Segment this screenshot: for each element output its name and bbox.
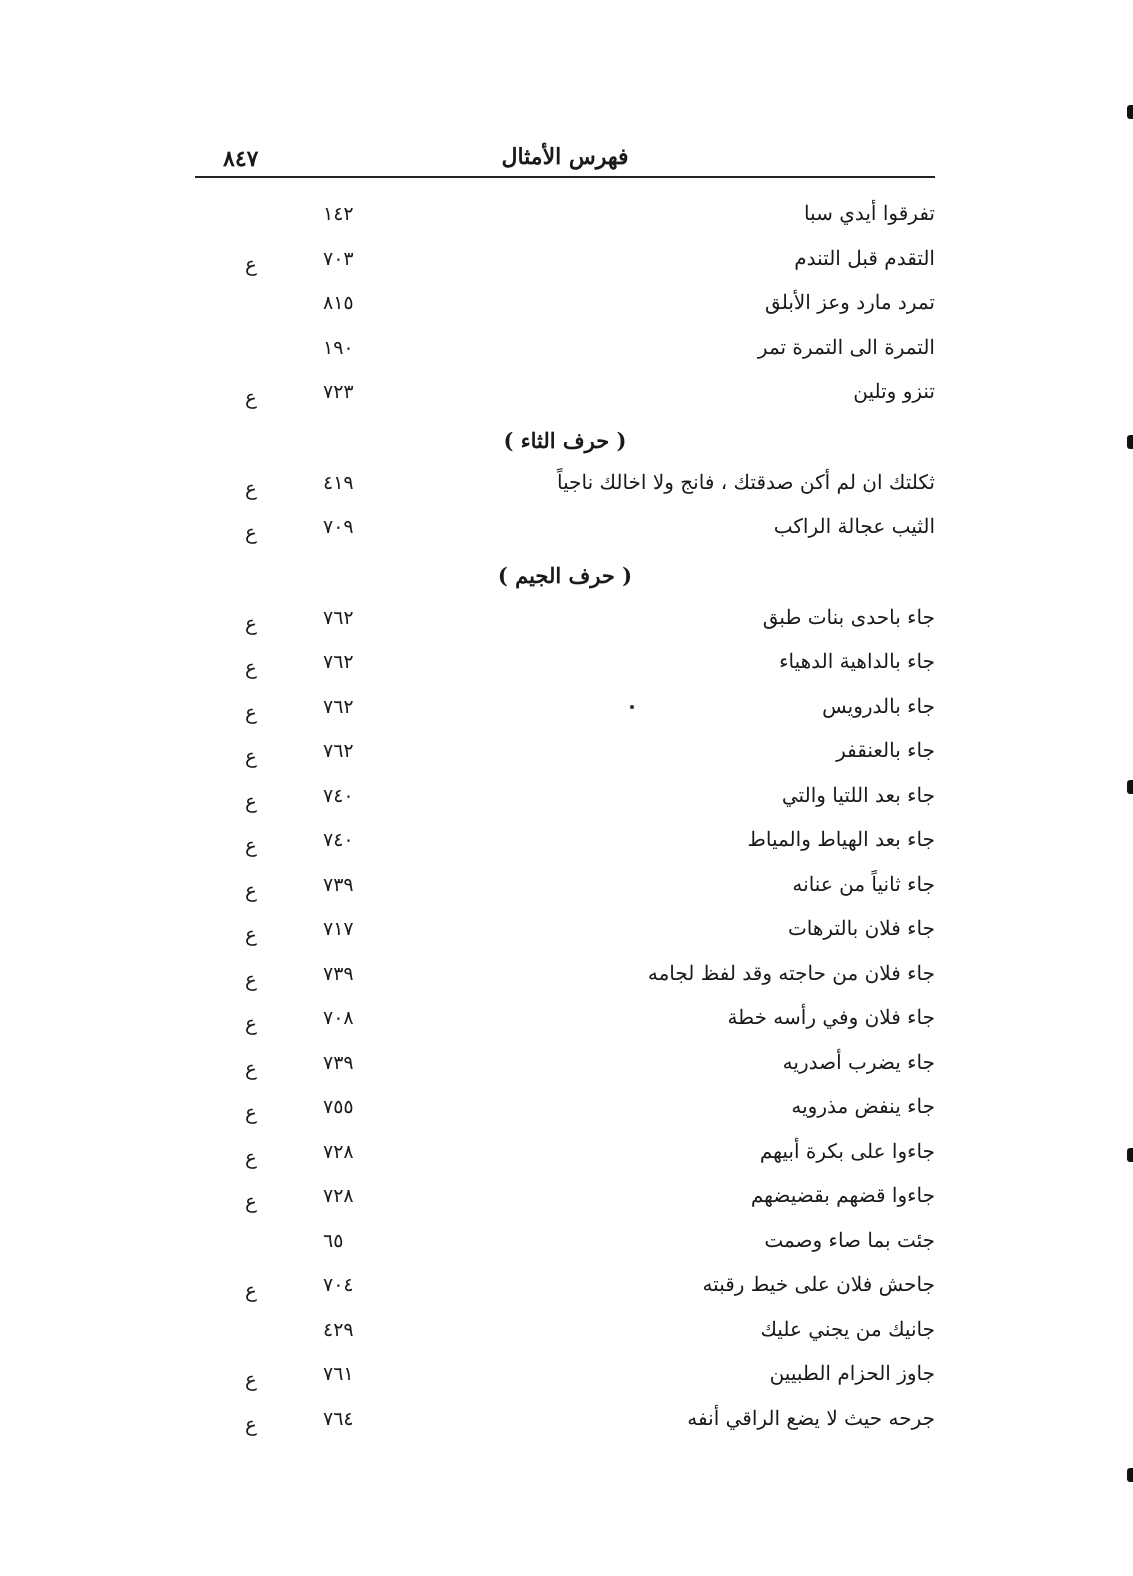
page-reference: ٧٠٣ bbox=[323, 247, 354, 270]
proverb-text: جئت بما صاء وصمت bbox=[764, 1227, 935, 1252]
source-mark: ع bbox=[245, 877, 257, 902]
page-reference: ٧٢٨ bbox=[323, 1185, 354, 1207]
scan-speck bbox=[630, 705, 634, 709]
page-reference: ٧٣٩ bbox=[323, 962, 354, 985]
scan-edge-mark bbox=[1127, 1468, 1133, 1482]
page-number: ٨٤٧ bbox=[223, 146, 259, 172]
source-mark: ع bbox=[245, 833, 257, 857]
index-entry bbox=[195, 1088, 935, 1133]
source-mark: ع bbox=[245, 699, 257, 724]
page-reference: ٧٤٠ bbox=[323, 829, 354, 851]
proverb-text: تفرقوا أيدي سبا bbox=[803, 201, 935, 225]
proverb-text: تنزو وتلين bbox=[853, 379, 935, 403]
index-entry bbox=[195, 732, 935, 777]
index-entry bbox=[195, 688, 935, 733]
index-entry bbox=[195, 1400, 935, 1445]
page-reference: ٧٣٩ bbox=[323, 873, 354, 896]
proverb-text: جاء بالداهية الدهياء bbox=[779, 649, 935, 673]
index-entry bbox=[195, 240, 935, 285]
proverb-text: جاء بالدرويس bbox=[822, 693, 935, 718]
index-entry bbox=[195, 1311, 935, 1356]
index-entry bbox=[195, 1266, 935, 1311]
section-heading bbox=[195, 418, 935, 464]
source-mark: ع bbox=[245, 788, 257, 813]
index-entry bbox=[195, 329, 935, 374]
source-mark: ع bbox=[245, 475, 257, 500]
proverb-text: التقدم قبل التندم bbox=[794, 245, 935, 270]
section-heading-text: ( حرف الثاء ) bbox=[503, 427, 627, 453]
index-entry bbox=[195, 508, 935, 553]
source-mark: ع bbox=[245, 1189, 257, 1213]
proverb-text: ثكلتك ان لم أكن صدقتك ، فانج ولا اخالك ناجياً bbox=[557, 469, 935, 494]
page-reference: ٧٦٢ bbox=[323, 740, 354, 762]
source-mark: ع bbox=[245, 922, 257, 946]
page-reference: ٧٦١ bbox=[323, 1363, 354, 1385]
running-title: فهرس الأمثال bbox=[501, 144, 629, 170]
page-reference: ٨١٥ bbox=[323, 292, 354, 314]
page-reference: ٧٠٩ bbox=[323, 516, 354, 538]
page-header bbox=[195, 140, 935, 178]
proverb-text: جاء باحدى بنات طبق bbox=[762, 604, 935, 629]
source-mark: ع bbox=[245, 385, 257, 409]
scan-edge-mark bbox=[1127, 435, 1133, 449]
page-reference: ٧١٧ bbox=[323, 918, 354, 940]
proverb-text: جانيك من يجني عليك bbox=[760, 1316, 935, 1341]
index-entry bbox=[195, 910, 935, 955]
proverb-text: جاوز الحزام الطبيين bbox=[769, 1361, 935, 1385]
scan-edge-mark bbox=[1127, 780, 1133, 794]
index-entry bbox=[195, 643, 935, 688]
source-mark: ع bbox=[245, 1100, 257, 1124]
proverb-text: جاءوا قضهم بقضيضهم bbox=[750, 1183, 935, 1207]
source-mark: ع bbox=[245, 1411, 257, 1436]
source-mark: ع bbox=[245, 966, 257, 991]
index-entry bbox=[195, 599, 935, 644]
page-reference: ٧٦٤ bbox=[323, 1407, 354, 1430]
scan-edge-mark bbox=[1127, 105, 1133, 119]
source-mark: ع bbox=[245, 655, 257, 679]
page-reference: ٧٤٠ bbox=[323, 784, 354, 807]
page-reference: ٤٢٩ bbox=[323, 1318, 354, 1341]
page-reference: ٧٣٩ bbox=[323, 1051, 354, 1074]
source-mark: ع bbox=[245, 1055, 257, 1080]
index-entry bbox=[195, 1355, 935, 1400]
source-mark: ع bbox=[245, 1367, 257, 1391]
proverb-text: جاءوا على بكرة أبيهم bbox=[759, 1138, 935, 1163]
proverb-text: تمرد مارد وعز الأبلق bbox=[765, 290, 935, 314]
source-mark: ع bbox=[245, 1144, 257, 1169]
index-entry bbox=[195, 373, 935, 418]
index-entry bbox=[195, 195, 935, 240]
source-mark: ع bbox=[245, 610, 257, 635]
source-mark: ع bbox=[245, 251, 257, 276]
proverb-text: جرحه حيث لا يضع الراقي أنفه bbox=[687, 1405, 935, 1430]
page-reference: ٦٥ bbox=[323, 1229, 344, 1252]
proverb-text: جاء بالعنقفر bbox=[836, 738, 935, 762]
page-reference: ٧٦٢ bbox=[323, 651, 354, 673]
proverb-text: جاء فلان بالترهات bbox=[787, 916, 935, 940]
source-mark: ع bbox=[245, 744, 257, 768]
index-entry bbox=[195, 821, 935, 866]
index-entry bbox=[195, 777, 935, 822]
proverb-text: جاء فلان وفي رأسه خطة bbox=[727, 1005, 935, 1029]
index-entry bbox=[195, 464, 935, 509]
proverb-text: الثيب عجالة الراكب bbox=[773, 514, 935, 538]
index-list bbox=[195, 195, 935, 1444]
section-heading bbox=[195, 553, 935, 599]
scan-edge-mark bbox=[1127, 1148, 1133, 1162]
proverb-text: جاء بعد الهياط والمياط bbox=[747, 827, 935, 851]
page-reference: ٧٠٤ bbox=[323, 1274, 354, 1296]
index-entry bbox=[195, 955, 935, 1000]
source-mark: ع bbox=[245, 1278, 257, 1302]
page-reference: ٧٦٢ bbox=[323, 606, 354, 629]
proverb-text: جاحش فلان على خيط رقبته bbox=[702, 1272, 935, 1296]
index-entry bbox=[195, 1177, 935, 1222]
proverb-text: جاء فلان من حاجته وقد لفظ لجامه bbox=[647, 960, 935, 985]
page-reference: ٧٦٢ bbox=[323, 695, 354, 718]
page-reference: ٧٢٣ bbox=[323, 381, 354, 403]
index-entry bbox=[195, 1133, 935, 1178]
index-entry bbox=[195, 999, 935, 1044]
source-mark: ع bbox=[245, 1011, 257, 1035]
index-entry bbox=[195, 284, 935, 329]
proverb-text: جاء بعد اللتيا والتي bbox=[781, 782, 935, 807]
proverb-text: جاء ينفض مذرويه bbox=[791, 1094, 935, 1118]
source-mark: ع bbox=[245, 520, 257, 544]
page-reference: ٤١٩ bbox=[323, 471, 354, 494]
page-reference: ١٤٢ bbox=[323, 203, 354, 225]
page-reference: ١٩٠ bbox=[323, 336, 354, 359]
section-heading-text: ( حرف الجيم ) bbox=[497, 562, 633, 588]
index-entry bbox=[195, 866, 935, 911]
page-reference: ٧٠٨ bbox=[323, 1007, 354, 1029]
page-reference: ٧٥٥ bbox=[323, 1096, 354, 1118]
proverb-text: جاء يضرب أصدريه bbox=[782, 1049, 935, 1074]
proverb-text: التمرة الى التمرة تمر bbox=[757, 334, 935, 359]
proverb-text: جاء ثانياً من عنانه bbox=[792, 871, 935, 896]
page-reference: ٧٢٨ bbox=[323, 1140, 354, 1163]
index-entry bbox=[195, 1222, 935, 1267]
index-entry bbox=[195, 1044, 935, 1089]
